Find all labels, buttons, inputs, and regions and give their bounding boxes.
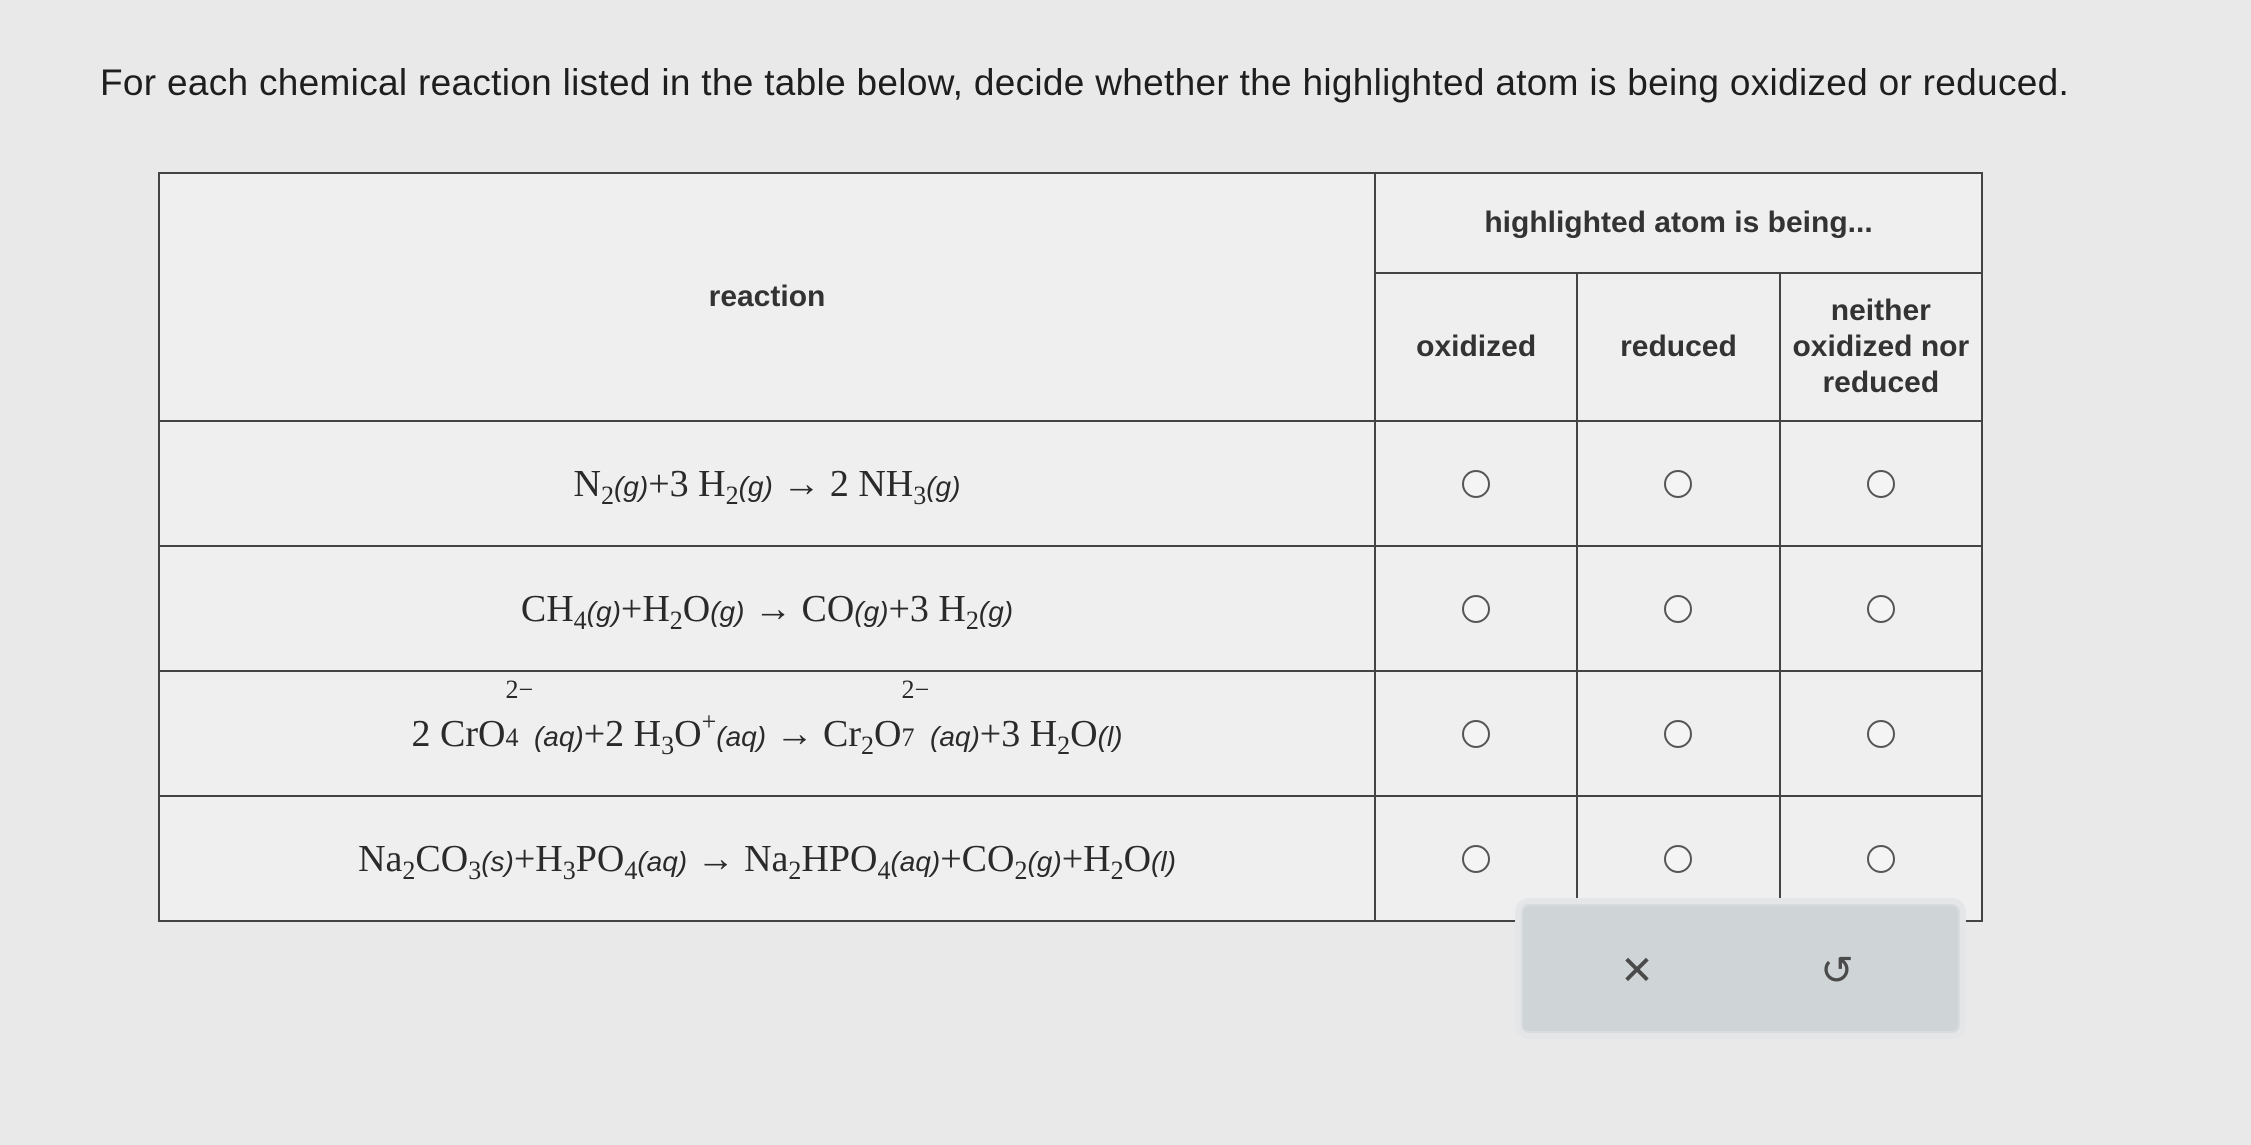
table-row xyxy=(159,671,1982,796)
reaction-equation: 2 CrO 2− 4 (aq)+2 $H_3O^+(aq) \to Cr_2O$ 2− 7 (aq)+3 $H_2O(l)$ xyxy=(411,674,1123,760)
neither-column-header: neither oxidized nor reduced xyxy=(1780,273,1982,421)
neither-radio[interactable] xyxy=(1867,845,1895,873)
reduced-radio[interactable] xyxy=(1664,470,1692,498)
reduced-radio[interactable] xyxy=(1664,845,1692,873)
reaction-equation: $CH_4(g)+H_2O(g) \to CO(g)+3$ $H_2(g)$ xyxy=(520,587,1014,635)
reaction-cell xyxy=(159,421,1375,546)
table-row xyxy=(159,421,1982,546)
oxidized-radio[interactable] xyxy=(1462,720,1490,748)
neither-radio[interactable] xyxy=(1867,720,1895,748)
oxidized-column-header: oxidized xyxy=(1375,273,1577,421)
reduced-radio[interactable] xyxy=(1664,720,1692,748)
table-row xyxy=(159,796,1982,921)
answer-action-bar xyxy=(1521,904,1960,1033)
group-column-header: highlighted atom is being... xyxy=(1375,173,1982,273)
reaction-table xyxy=(158,172,1983,922)
reduced-radio[interactable] xyxy=(1664,595,1692,623)
reaction-cell xyxy=(159,671,1375,796)
oxidized-radio[interactable] xyxy=(1462,470,1490,498)
table-row xyxy=(159,546,1982,671)
undo-icon: ↺ xyxy=(1820,949,1854,993)
neither-radio[interactable] xyxy=(1867,470,1895,498)
oxidized-radio[interactable] xyxy=(1462,845,1490,873)
undo-button[interactable] xyxy=(1802,936,1872,1006)
neither-radio[interactable] xyxy=(1867,595,1895,623)
reaction-column-header: reaction xyxy=(159,173,1375,421)
reduced-column-header: reduced xyxy=(1577,273,1779,421)
instructions-text: For each chemical reaction listed in the table below, decide whether the highlighted atom is being oxidized or reduced. xyxy=(100,62,2070,103)
close-icon: ✕ xyxy=(1620,949,1654,993)
oxidized-radio[interactable] xyxy=(1462,595,1490,623)
reaction-equation: $Na_2CO_3(s)+H_3PO_4(aq) \to Na_2HPO_4(aq)+CO_2(g)+H_2O(l)$ xyxy=(358,837,1176,885)
reaction-cell xyxy=(159,796,1375,921)
reaction-cell xyxy=(159,546,1375,671)
clear-button[interactable] xyxy=(1602,936,1672,1006)
reaction-equation: $N_2(g)+3$ $H_2(g) \to 2$ $NH_3(g)$ xyxy=(573,462,961,510)
